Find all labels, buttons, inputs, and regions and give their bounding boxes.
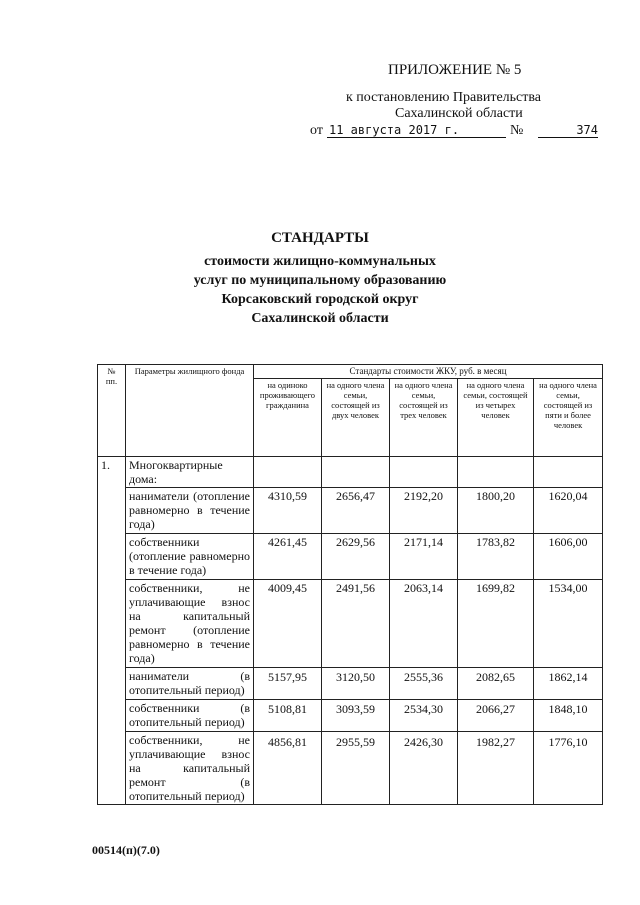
row-value: 2063,14: [390, 580, 458, 668]
empty-cell: [534, 457, 603, 488]
appendix-resolution-line: к постановлению Правительства: [346, 90, 542, 105]
row-value: 1606,00: [534, 534, 603, 580]
footer-code: 00514(п)(7.0): [92, 843, 160, 857]
row-param: наниматели (в отопительный период): [126, 668, 254, 700]
table-header-row: [98, 365, 603, 379]
empty-cell: [458, 457, 534, 488]
row-value: 2192,20: [390, 488, 458, 534]
date-prefix: от: [310, 123, 323, 138]
row-value: 4310,59: [254, 488, 322, 534]
header-family-2: на одного члена семьи, состоящей из двух человек: [322, 379, 390, 457]
header-number: № пп.: [98, 365, 126, 457]
header-single: на одиноко проживающего гражданина: [254, 379, 322, 457]
row-value: 2491,56: [322, 580, 390, 668]
row-value: 1800,20: [458, 488, 534, 534]
row-value: 2955,59: [322, 732, 390, 805]
row-value: 1982,27: [458, 732, 534, 805]
row-param: собственники, не уплачивающие взнос на капитальный ремонт (отопление равномерно в течение года): [126, 580, 254, 668]
subtitle-line: Корсаковский городской округ: [221, 292, 419, 307]
row-value: 2426,30: [390, 732, 458, 805]
header-family-4: на одного члена семьи, состоящей из четырех человек: [458, 379, 534, 457]
row-value: 2171,14: [390, 534, 458, 580]
table-section-row: [98, 457, 603, 488]
empty-cell: [322, 457, 390, 488]
row-value: 3093,59: [322, 700, 390, 732]
empty-cell: [390, 457, 458, 488]
table-row: [98, 580, 603, 668]
table-row: [98, 668, 603, 700]
appendix-title: ПРИЛОЖЕНИЕ № 5: [388, 62, 522, 78]
appendix-region-line: Сахалинской области: [395, 106, 523, 121]
section-label: Многоквартирные дома:: [126, 457, 254, 488]
row-value: 2534,30: [390, 700, 458, 732]
document-subtitle: [0, 252, 640, 328]
row-value: 1776,10: [534, 732, 603, 805]
row-value: 1862,14: [534, 668, 603, 700]
table-row: [98, 488, 603, 534]
row-value: 4009,45: [254, 580, 322, 668]
header-standards-group: Стандарты стоимости ЖКУ, руб. в месяц: [254, 365, 603, 379]
row-value: 1620,04: [534, 488, 603, 534]
appendix-date-row: [310, 123, 610, 143]
row-value: 2066,27: [458, 700, 534, 732]
standards-table: [97, 364, 603, 805]
header-family-5plus: на одного члена семьи, состоящей из пяти и более человек: [534, 379, 603, 457]
row-value: 1534,00: [534, 580, 603, 668]
number-label: №: [510, 123, 524, 138]
row-value: 1848,10: [534, 700, 603, 732]
table-row: [98, 534, 603, 580]
section-number: 1.: [98, 457, 126, 805]
date-value: 11 августа 2017 г.: [327, 123, 506, 138]
row-param: собственники, не уплачивающие взнос на капитальный ремонт (в отопительный период): [126, 732, 254, 805]
appendix-header: [0, 0, 640, 150]
header-family-3: на одного члена семьи, состоящей из трех человек: [390, 379, 458, 457]
table-row: [98, 700, 603, 732]
subtitle-line: стоимости жилищно-коммунальных: [204, 254, 436, 269]
header-parameters: Параметры жилищного фонда: [126, 365, 254, 457]
row-param: собственники (в отопительный период): [126, 700, 254, 732]
row-value: 3120,50: [322, 668, 390, 700]
row-value: 4856,81: [254, 732, 322, 805]
row-value: 2555,36: [390, 668, 458, 700]
subtitle-line: услуг по муниципальному образованию: [193, 273, 447, 288]
row-param: наниматели (отопление равномерно в течение года): [126, 488, 254, 534]
row-value: 4261,45: [254, 534, 322, 580]
row-value: 5108,81: [254, 700, 322, 732]
row-param: собственники (отопление равномерно в течение года): [126, 534, 254, 580]
row-value: 5157,95: [254, 668, 322, 700]
document-title: СТАНДАРТЫ: [271, 230, 369, 246]
row-value: 1699,82: [458, 580, 534, 668]
subtitle-line: Сахалинской области: [251, 311, 389, 326]
row-value: 2629,56: [322, 534, 390, 580]
number-value: 374: [538, 123, 598, 138]
row-value: 1783,82: [458, 534, 534, 580]
table-row: [98, 732, 603, 805]
row-value: 2656,47: [322, 488, 390, 534]
empty-cell: [254, 457, 322, 488]
row-value: 2082,65: [458, 668, 534, 700]
